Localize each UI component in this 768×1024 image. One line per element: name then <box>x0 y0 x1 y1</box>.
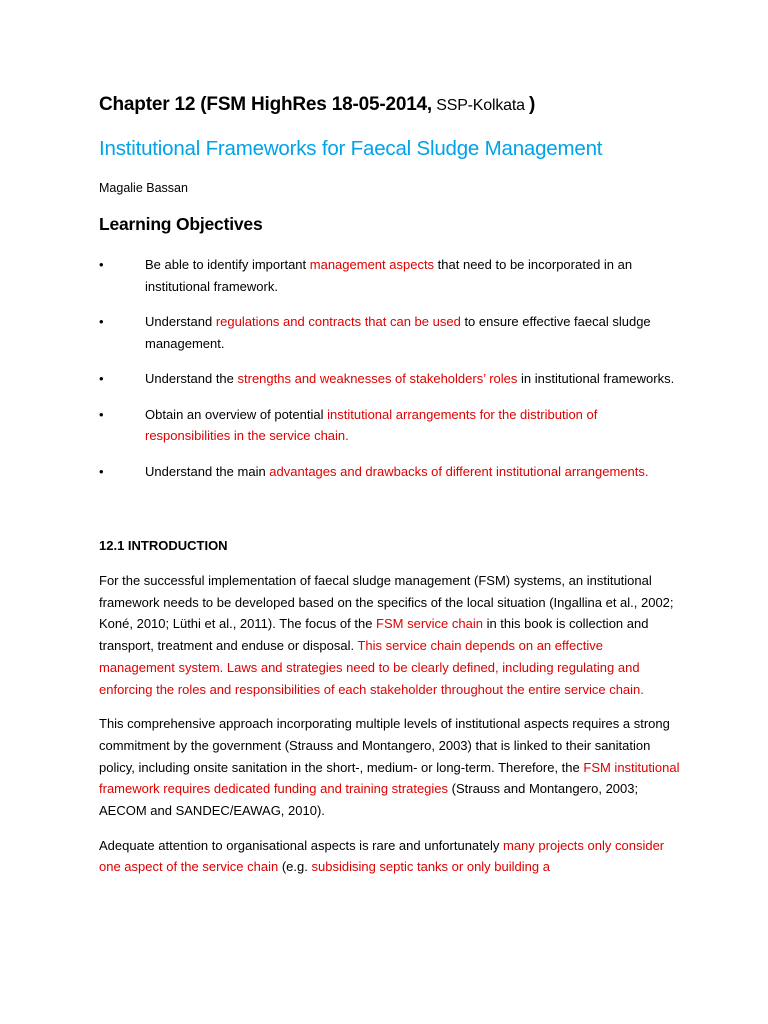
objective-highlight: strengths and weaknesses of stakeholders’ roles <box>237 371 518 386</box>
author-name: Magalie Bassan <box>99 181 188 195</box>
objective-item <box>99 254 679 297</box>
objective-highlight: advantages and drawbacks of different institutional arrangements. <box>269 463 649 479</box>
objective-text: Understand <box>145 314 216 329</box>
bullet-icon: • <box>99 314 104 329</box>
paragraph-text: For the successful implementation of faecal sludge management (FSM) systems, an institutional framework needs to be developed based on the specifics of the local situation (Ingallina et al., 2002; Koné, 2010; Lüthi et al., 2011). The focus of the <box>99 573 674 632</box>
paragraph-highlight: FSM service chain <box>376 616 483 632</box>
objective-text: Understand the main <box>145 463 270 479</box>
objective-highlight: institutional arrangements for the distribution of responsibilities in the service chain. <box>145 406 598 443</box>
objective-highlight: management aspects <box>309 257 435 272</box>
paragraph <box>99 570 681 700</box>
bullet-icon: • <box>99 406 104 422</box>
objective-text-end: in institutional frameworks. <box>517 371 675 386</box>
paragraph-text: (Strauss and Montangero, 2003; AECOM and SANDEC/EAWAG, 2010). <box>99 781 639 819</box>
chapter-header-main: Chapter 12 (FSM HighRes 18-05-2014, <box>99 94 433 115</box>
bullet-icon: • <box>99 463 104 479</box>
objective-item <box>99 311 679 354</box>
objective-text-end: to ensure effective faecal sludge management. <box>145 314 651 351</box>
objective-item <box>99 368 679 390</box>
objective-text: Understand the <box>145 371 238 386</box>
learning-objectives-heading: Learning Objectives <box>99 214 263 234</box>
paragraph-text: Adequate attention to organisational aspects is rare and unfortunately <box>99 837 503 853</box>
paragraph-text: This comprehensive approach incorporating multiple levels of institutional aspects requires a strong commitment by the government (Strauss and Montangero, 2003) that is linked to their sanitation policy, including onsite sanitation in the short-, medium- or long-term. Therefore, the <box>99 716 670 775</box>
introduction-body <box>99 570 681 891</box>
objective-item <box>99 404 679 447</box>
paragraph-highlight: FSM institutional framework requires dedicated funding and training strategies <box>99 759 680 797</box>
objective-text-end: that need to be incorporated in an institutional framework. <box>145 257 633 294</box>
paragraph-text: in this book is collection and transport, treatment and enduse or disposal. <box>99 616 649 654</box>
objective-highlight: regulations and contracts that can be used <box>215 314 461 329</box>
paragraph-text: (e.g. <box>278 859 312 875</box>
objective-text: Obtain an overview of potential <box>145 406 328 422</box>
paragraph <box>99 835 681 878</box>
chapter-header-location: SSP-Kolkata <box>432 97 530 114</box>
learning-objectives-list <box>99 254 679 496</box>
objective-text: Be able to identify important <box>145 257 310 272</box>
chapter-header <box>99 94 535 116</box>
chapter-header-close: ) <box>529 94 536 115</box>
document-title: Institutional Frameworks for Faecal Sludge Management <box>99 137 603 160</box>
paragraph-highlight: subsidising septic tanks or only building a <box>311 859 550 875</box>
bullet-icon: • <box>99 257 104 272</box>
objective-item <box>99 461 679 483</box>
paragraph <box>99 713 681 822</box>
paragraph-highlight: This service chain depends on an effective management system. Laws and strategies need to be clearly defined, including regulating and enforcing the roles and responsibilities of each stakeholder throughout the entire service chain. <box>99 638 644 697</box>
introduction-heading: 12.1 INTRODUCTION <box>99 538 228 553</box>
paragraph-highlight: many projects only consider one aspect of the service chain <box>99 837 665 875</box>
bullet-icon: • <box>99 371 104 386</box>
